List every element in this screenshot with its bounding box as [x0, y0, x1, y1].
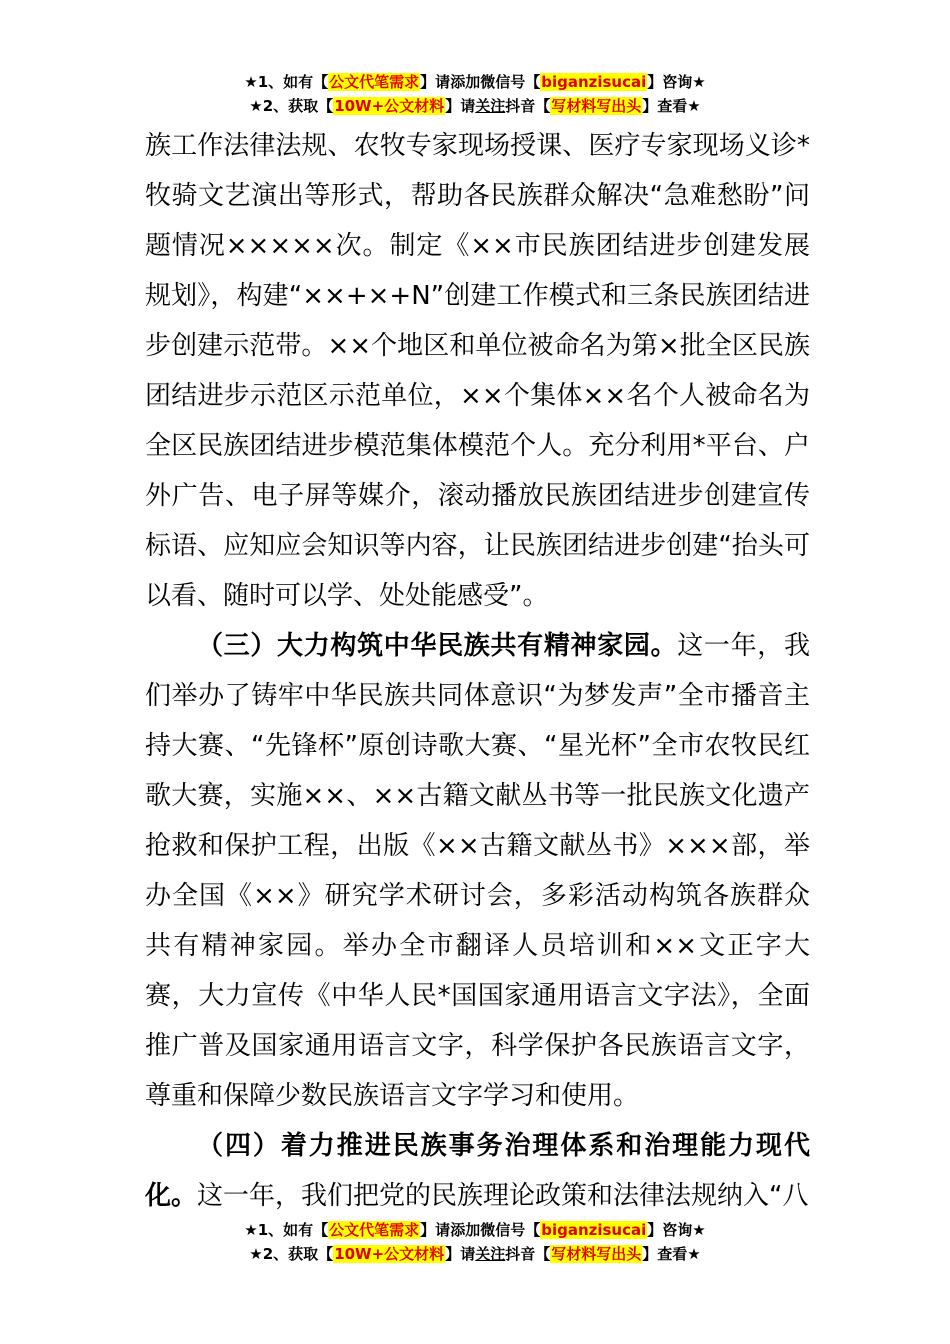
banner-text: 添加 [450, 1221, 481, 1239]
paragraph-text: 这一年，我们举办了铸牢中华民族共同体意识“为梦发声”全市播音主持大赛、“先锋杯”原创诗歌大赛、“星光杯”全市农牧民红歌大赛，实施××、××古籍文献丛书等一批民族文化遗产抢救和保护工程，出版《××古籍文献丛书》×××部，举办全国《××》研究学术研讨会，多彩活动构筑各族群众共有精神家园。举办全市翻译人员培训和××文正字大赛，大力宣传《中华人民*国国家通用语言文字法》，全面推广普及国家通用语言文字，科学保护各民族语言文字，尊重和保障少数民族语言文字学习和使用。 [145, 631, 810, 1111]
banner-text: 】请 [420, 1221, 451, 1239]
banner-text: 】查看★ [642, 97, 701, 115]
banner-text: ★2、获取【 [249, 1245, 334, 1263]
banner-text: 关注 [475, 97, 506, 115]
banner-text: 】请 [420, 73, 451, 91]
banner-line-2 [0, 1242, 950, 1266]
document-body [145, 121, 810, 1221]
banner-text: ★1、如有【 [244, 1221, 329, 1239]
banner-highlight: 公文代笔需求 [329, 73, 420, 91]
paragraph [145, 621, 810, 1121]
banner-line-2 [0, 94, 950, 118]
banner-text: 】查看★ [642, 1245, 701, 1263]
footer-banner [0, 1218, 950, 1266]
section-heading: （三）大力构筑中华民族共有精神家园。 [197, 631, 678, 661]
banner-text: ★2、获取【 [249, 97, 334, 115]
banner-text: 】请 [445, 97, 476, 115]
banner-highlight: 写材料写出头 [551, 1245, 642, 1263]
banner-text: 关注 [475, 1245, 506, 1263]
banner-text: 】咨询★ [647, 1221, 706, 1239]
banner-line-1 [0, 1218, 950, 1242]
banner-highlight: biganzisucai [541, 73, 647, 91]
banner-text: 微信号【 [480, 73, 541, 91]
banner-highlight: 公文代笔需求 [329, 1221, 420, 1239]
header-banner [0, 70, 950, 118]
banner-text: 添加 [450, 73, 481, 91]
banner-text: 抖音【 [505, 1245, 551, 1263]
banner-highlight: 10W+公文材料 [334, 1245, 445, 1263]
paragraph [145, 1121, 810, 1221]
paragraph-text: 这一年，我们把党的民族理论政策和法律法规纳入“八 [197, 1181, 809, 1211]
banner-text: 】请 [445, 1245, 476, 1263]
banner-text: ★1、如有【 [244, 73, 329, 91]
paragraph: 族工作法律法规、农牧专家现场授课、医疗专家现场义诊*牧骑文艺演出等形式，帮助各民族群众解决“急难愁盼”问题情况×××××次。制定《××市民族团结进步创建发展规划》，构建“××+×+N”创建工作模式和三条民族团结进步创建示范带。××个地区和单位被命名为第×批全区民族团结进步示范区示范单位，××个集体××名个人被命名为全区民族团结进步模范集体模范个人。充分利用*平台、户外广告、电子屏等媒介，滚动播放民族团结进步创建宣传标语、应知应会知识等内容，让民族团结进步创建“抬头可以看、随时可以学、处处能感受”。 [145, 131, 810, 611]
section-heading: （四）着力推进民族事务治理体系和治理能力现代化。 [145, 1131, 810, 1211]
banner-highlight: 写材料写出头 [551, 97, 642, 115]
banner-text: 抖音【 [505, 97, 551, 115]
banner-highlight: biganzisucai [541, 1221, 647, 1239]
banner-text: 】咨询★ [647, 73, 706, 91]
banner-highlight: 10W+公文材料 [334, 97, 445, 115]
banner-line-1 [0, 70, 950, 94]
banner-text: 微信号【 [480, 1221, 541, 1239]
